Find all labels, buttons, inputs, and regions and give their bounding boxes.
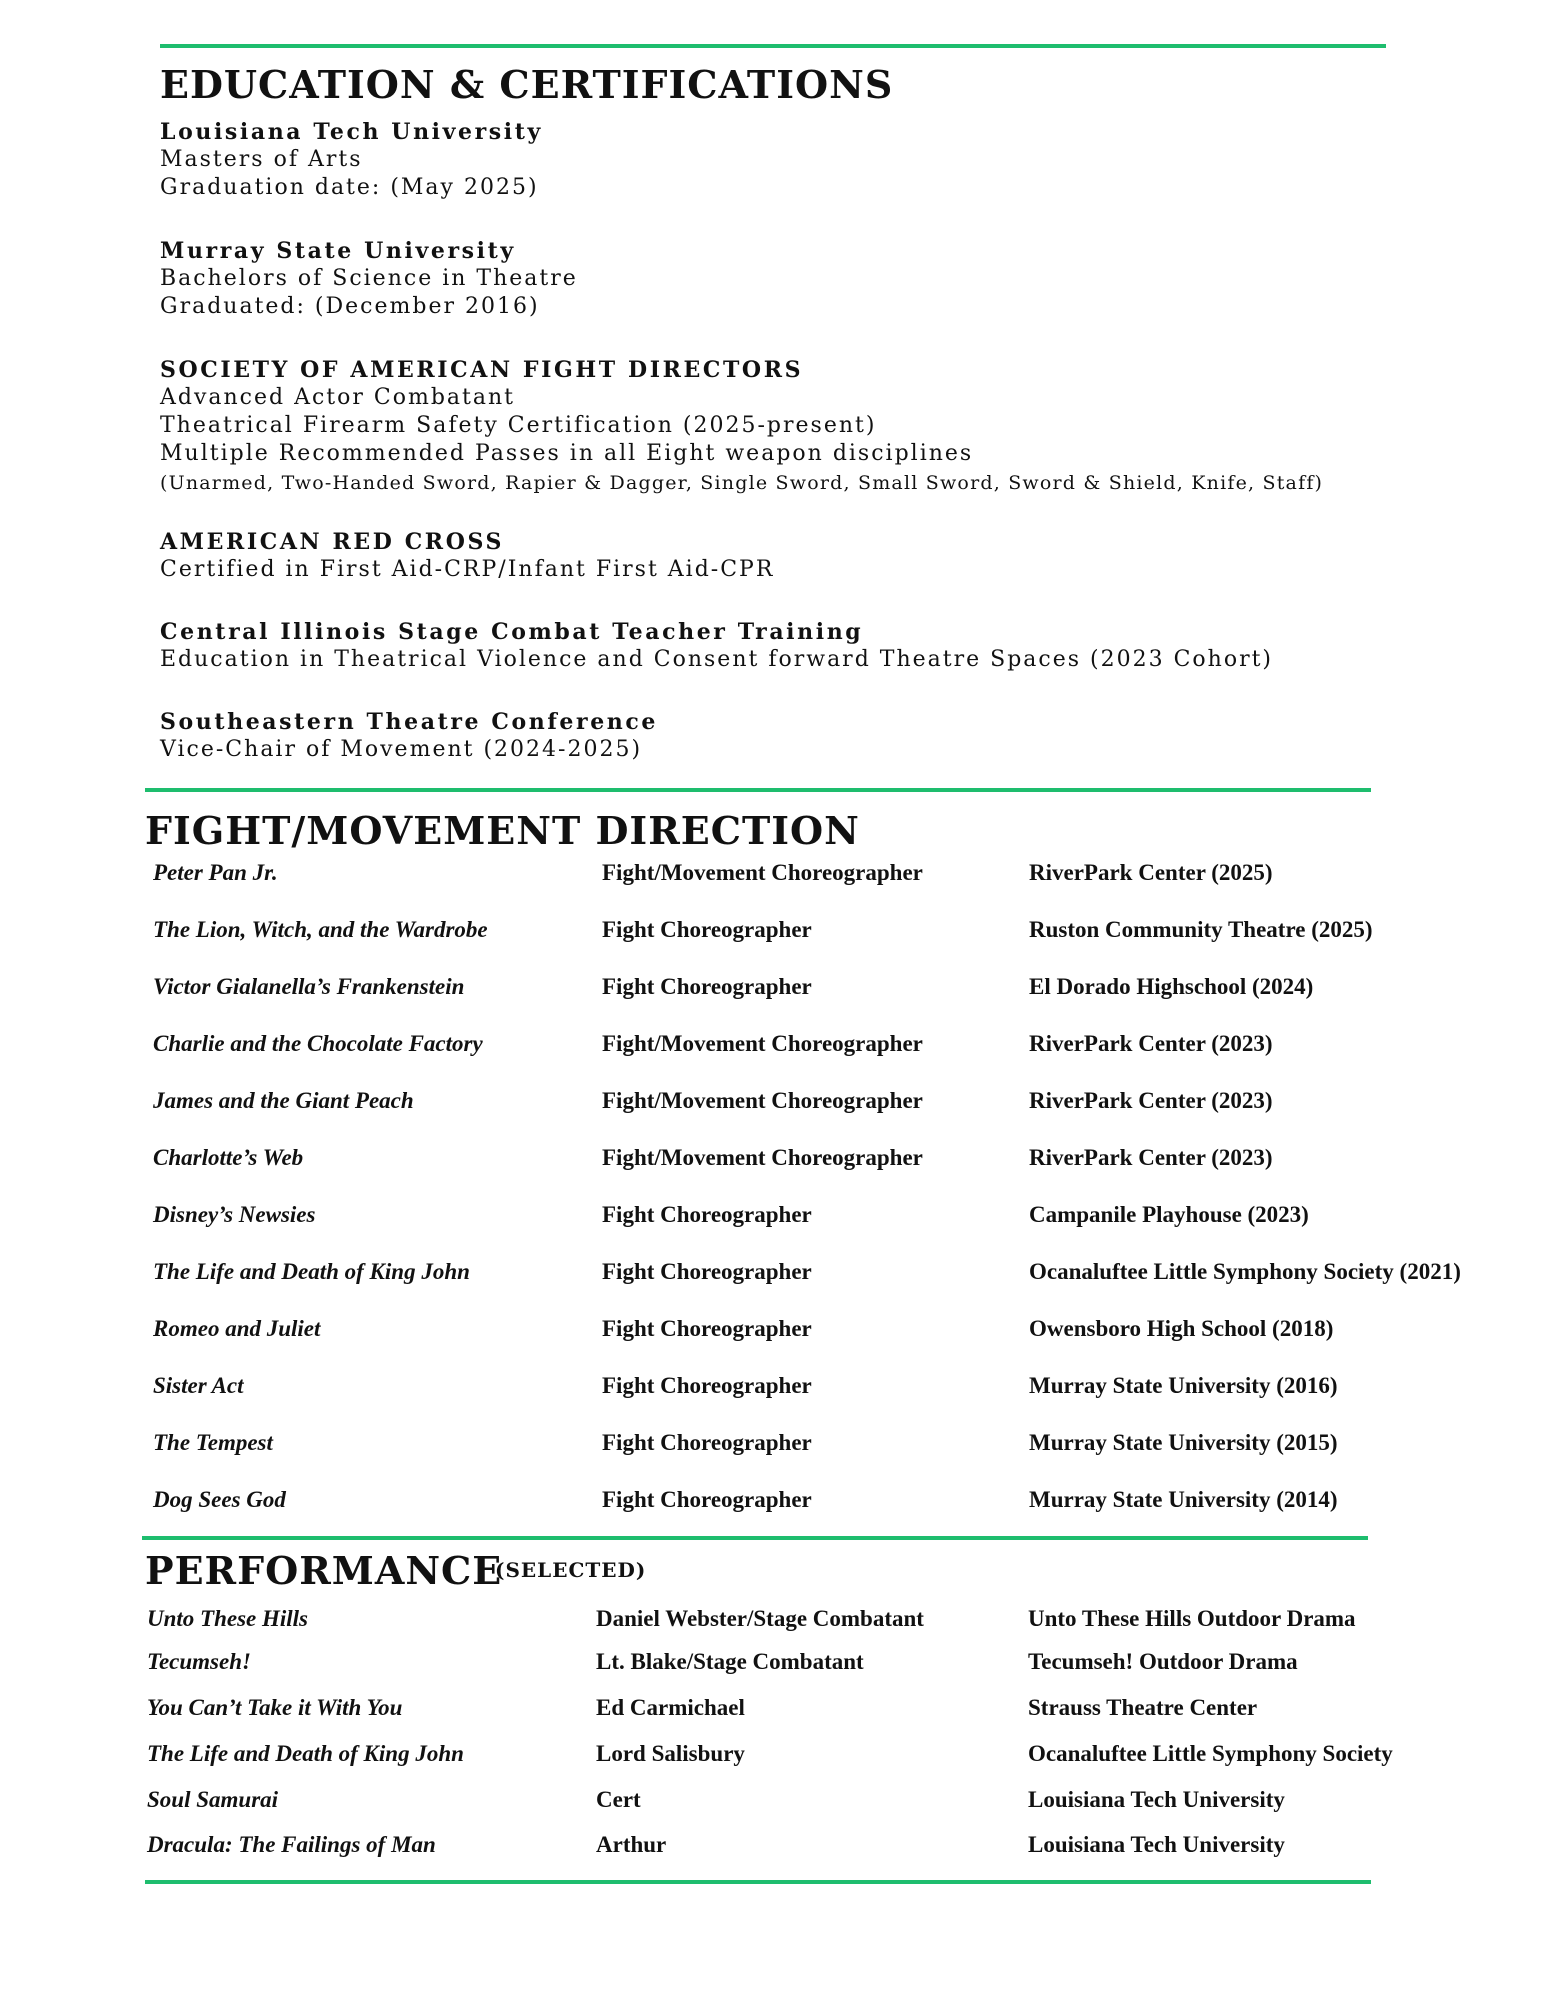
cell-role: Fight Choreographer [602, 1373, 812, 1398]
education-entry-line: Education in Theatrical Violence and Consent forward Theatre Spaces (2023 Cohort) [160, 647, 1274, 672]
cell-venue: Murray State University (2016) [1029, 1373, 1338, 1398]
cell-role: Fight Choreographer [602, 917, 812, 942]
education-entry-line: Certified in First Aid-CRP/Infant First Aid-CPR [160, 557, 775, 582]
education-entry-title: AMERICAN RED CROSS [160, 529, 504, 555]
education-entry-cisc [160, 618, 1273, 674]
education-entry-setc [160, 708, 658, 764]
cell-role: Fight Choreographer [602, 974, 812, 999]
cell-title: Unto These Hills [147, 1606, 309, 1631]
cell-venue: RiverPark Center (2023) [1029, 1031, 1273, 1056]
education-entry-line: Theatrical Firearm Safety Certification (2025-present) [160, 413, 877, 438]
education-entry-line: Bachelors of Science in Theatre [160, 266, 578, 291]
cell-venue: Ocanaluftee Little Symphony Society [1028, 1741, 1393, 1766]
performance-heading: PERFORMANCE [145, 1548, 503, 1593]
cell-role: Fight/Movement Choreographer [602, 1145, 923, 1170]
cell-venue: Unto These Hills Outdoor Drama [1028, 1606, 1356, 1631]
cell-title: Sister Act [153, 1373, 244, 1398]
education-entry-title: SOCIETY OF AMERICAN FIGHT DIRECTORS [160, 357, 804, 383]
cell-role: Lord Salisbury [596, 1741, 745, 1766]
cell-role: Ed Carmichael [596, 1695, 745, 1720]
education-entry-title: Central Illinois Stage Combat Teacher Training [160, 619, 864, 645]
education-heading: EDUCATION & CERTIFICATIONS [160, 62, 894, 107]
cell-venue: Ruston Community Theatre (2025) [1029, 917, 1373, 942]
cell-venue: Louisiana Tech University [1028, 1787, 1285, 1812]
cell-venue: Tecumseh! Outdoor Drama [1028, 1649, 1298, 1674]
divider-fight-end [142, 1536, 1368, 1540]
cell-role: Fight Choreographer [602, 1259, 812, 1284]
cell-venue: El Dorado Highschool (2024) [1029, 974, 1314, 999]
performance-subheading: (SELECTED) [495, 1558, 647, 1582]
education-entry-title: Murray State University [160, 238, 516, 264]
cell-venue: RiverPark Center (2023) [1029, 1088, 1273, 1113]
divider-top [160, 44, 1386, 48]
education-entry-line: Graduation date: (May 2025) [160, 175, 539, 200]
cell-venue: Ocanaluftee Little Symphony Society (2021) [1029, 1259, 1461, 1284]
cell-role: Fight/Movement Choreographer [602, 1088, 923, 1113]
education-entry-line: Vice-Chair of Movement (2024-2025) [160, 737, 643, 762]
cell-role: Fight/Movement Choreographer [602, 860, 923, 885]
cell-title: Romeo and Juliet [153, 1316, 321, 1341]
cell-role: Fight Choreographer [602, 1487, 812, 1512]
fight-direction-heading: FIGHT/MOVEMENT DIRECTION [145, 808, 860, 853]
cell-role: Lt. Blake/Stage Combatant [596, 1649, 864, 1674]
cell-venue: Murray State University (2015) [1029, 1430, 1338, 1455]
education-entry-line: Masters of Arts [160, 147, 363, 172]
cell-title: Soul Samurai [147, 1787, 279, 1812]
cell-role: Daniel Webster/Stage Combatant [596, 1606, 924, 1631]
cell-venue: Strauss Theatre Center [1028, 1695, 1258, 1720]
education-entry-red-cross [160, 528, 774, 584]
cell-title: The Tempest [153, 1430, 273, 1455]
divider-bottom [145, 1880, 1371, 1884]
education-entry-title: Louisiana Tech University [160, 119, 543, 145]
cell-role: Fight Choreographer [602, 1202, 812, 1227]
cell-title: The Life and Death of King John [147, 1741, 464, 1766]
cell-title: Dog Sees God [153, 1487, 286, 1512]
cell-venue: Campanile Playhouse (2023) [1029, 1202, 1309, 1227]
cell-title: Tecumseh! [147, 1649, 251, 1674]
cell-venue: Louisiana Tech University [1028, 1832, 1285, 1857]
cell-venue: Murray State University (2014) [1029, 1487, 1338, 1512]
education-entry-line: Graduated: (December 2016) [160, 294, 540, 319]
cell-role: Arthur [596, 1832, 667, 1857]
cell-title: James and the Giant Peach [153, 1088, 414, 1113]
cell-role: Cert [596, 1787, 641, 1812]
cell-venue: RiverPark Center (2025) [1029, 860, 1273, 885]
cell-title: The Life and Death of King John [153, 1259, 470, 1284]
education-entry-line: Advanced Actor Combatant [160, 385, 516, 410]
education-entry-safd [160, 356, 1323, 498]
cell-role: Fight Choreographer [602, 1430, 812, 1455]
cell-title: Peter Pan Jr. [153, 860, 278, 885]
cell-role: Fight Choreographer [602, 1316, 812, 1341]
education-entry-title: Southeastern Theatre Conference [160, 709, 658, 735]
cell-title: Disney’s Newsies [153, 1202, 316, 1227]
cell-title: You Can’t Take it With You [147, 1695, 403, 1720]
education-entry-line: Multiple Recommended Passes in all Eight weapon disciplines [160, 441, 974, 466]
cell-title: Charlie and the Chocolate Factory [153, 1031, 483, 1056]
education-entry-murray-state [160, 237, 578, 321]
cell-title: The Lion, Witch, and the Wardrobe [153, 917, 488, 942]
education-entry-louisiana-tech [160, 118, 543, 202]
divider-education-end [145, 788, 1371, 792]
cell-venue: RiverPark Center (2023) [1029, 1145, 1273, 1170]
cell-role: Fight/Movement Choreographer [602, 1031, 923, 1056]
cell-title: Victor Gialanella’s Frankenstein [153, 974, 465, 999]
cell-title: Charlotte’s Web [153, 1145, 304, 1170]
cell-title: Dracula: The Failings of Man [147, 1832, 436, 1857]
education-entry-note: (Unarmed, Two-Handed Sword, Rapier & Dagger, Single Sword, Small Sword, Sword & Shield, Knife, Staff) [160, 472, 1324, 494]
cell-venue: Owensboro High School (2018) [1029, 1316, 1334, 1341]
